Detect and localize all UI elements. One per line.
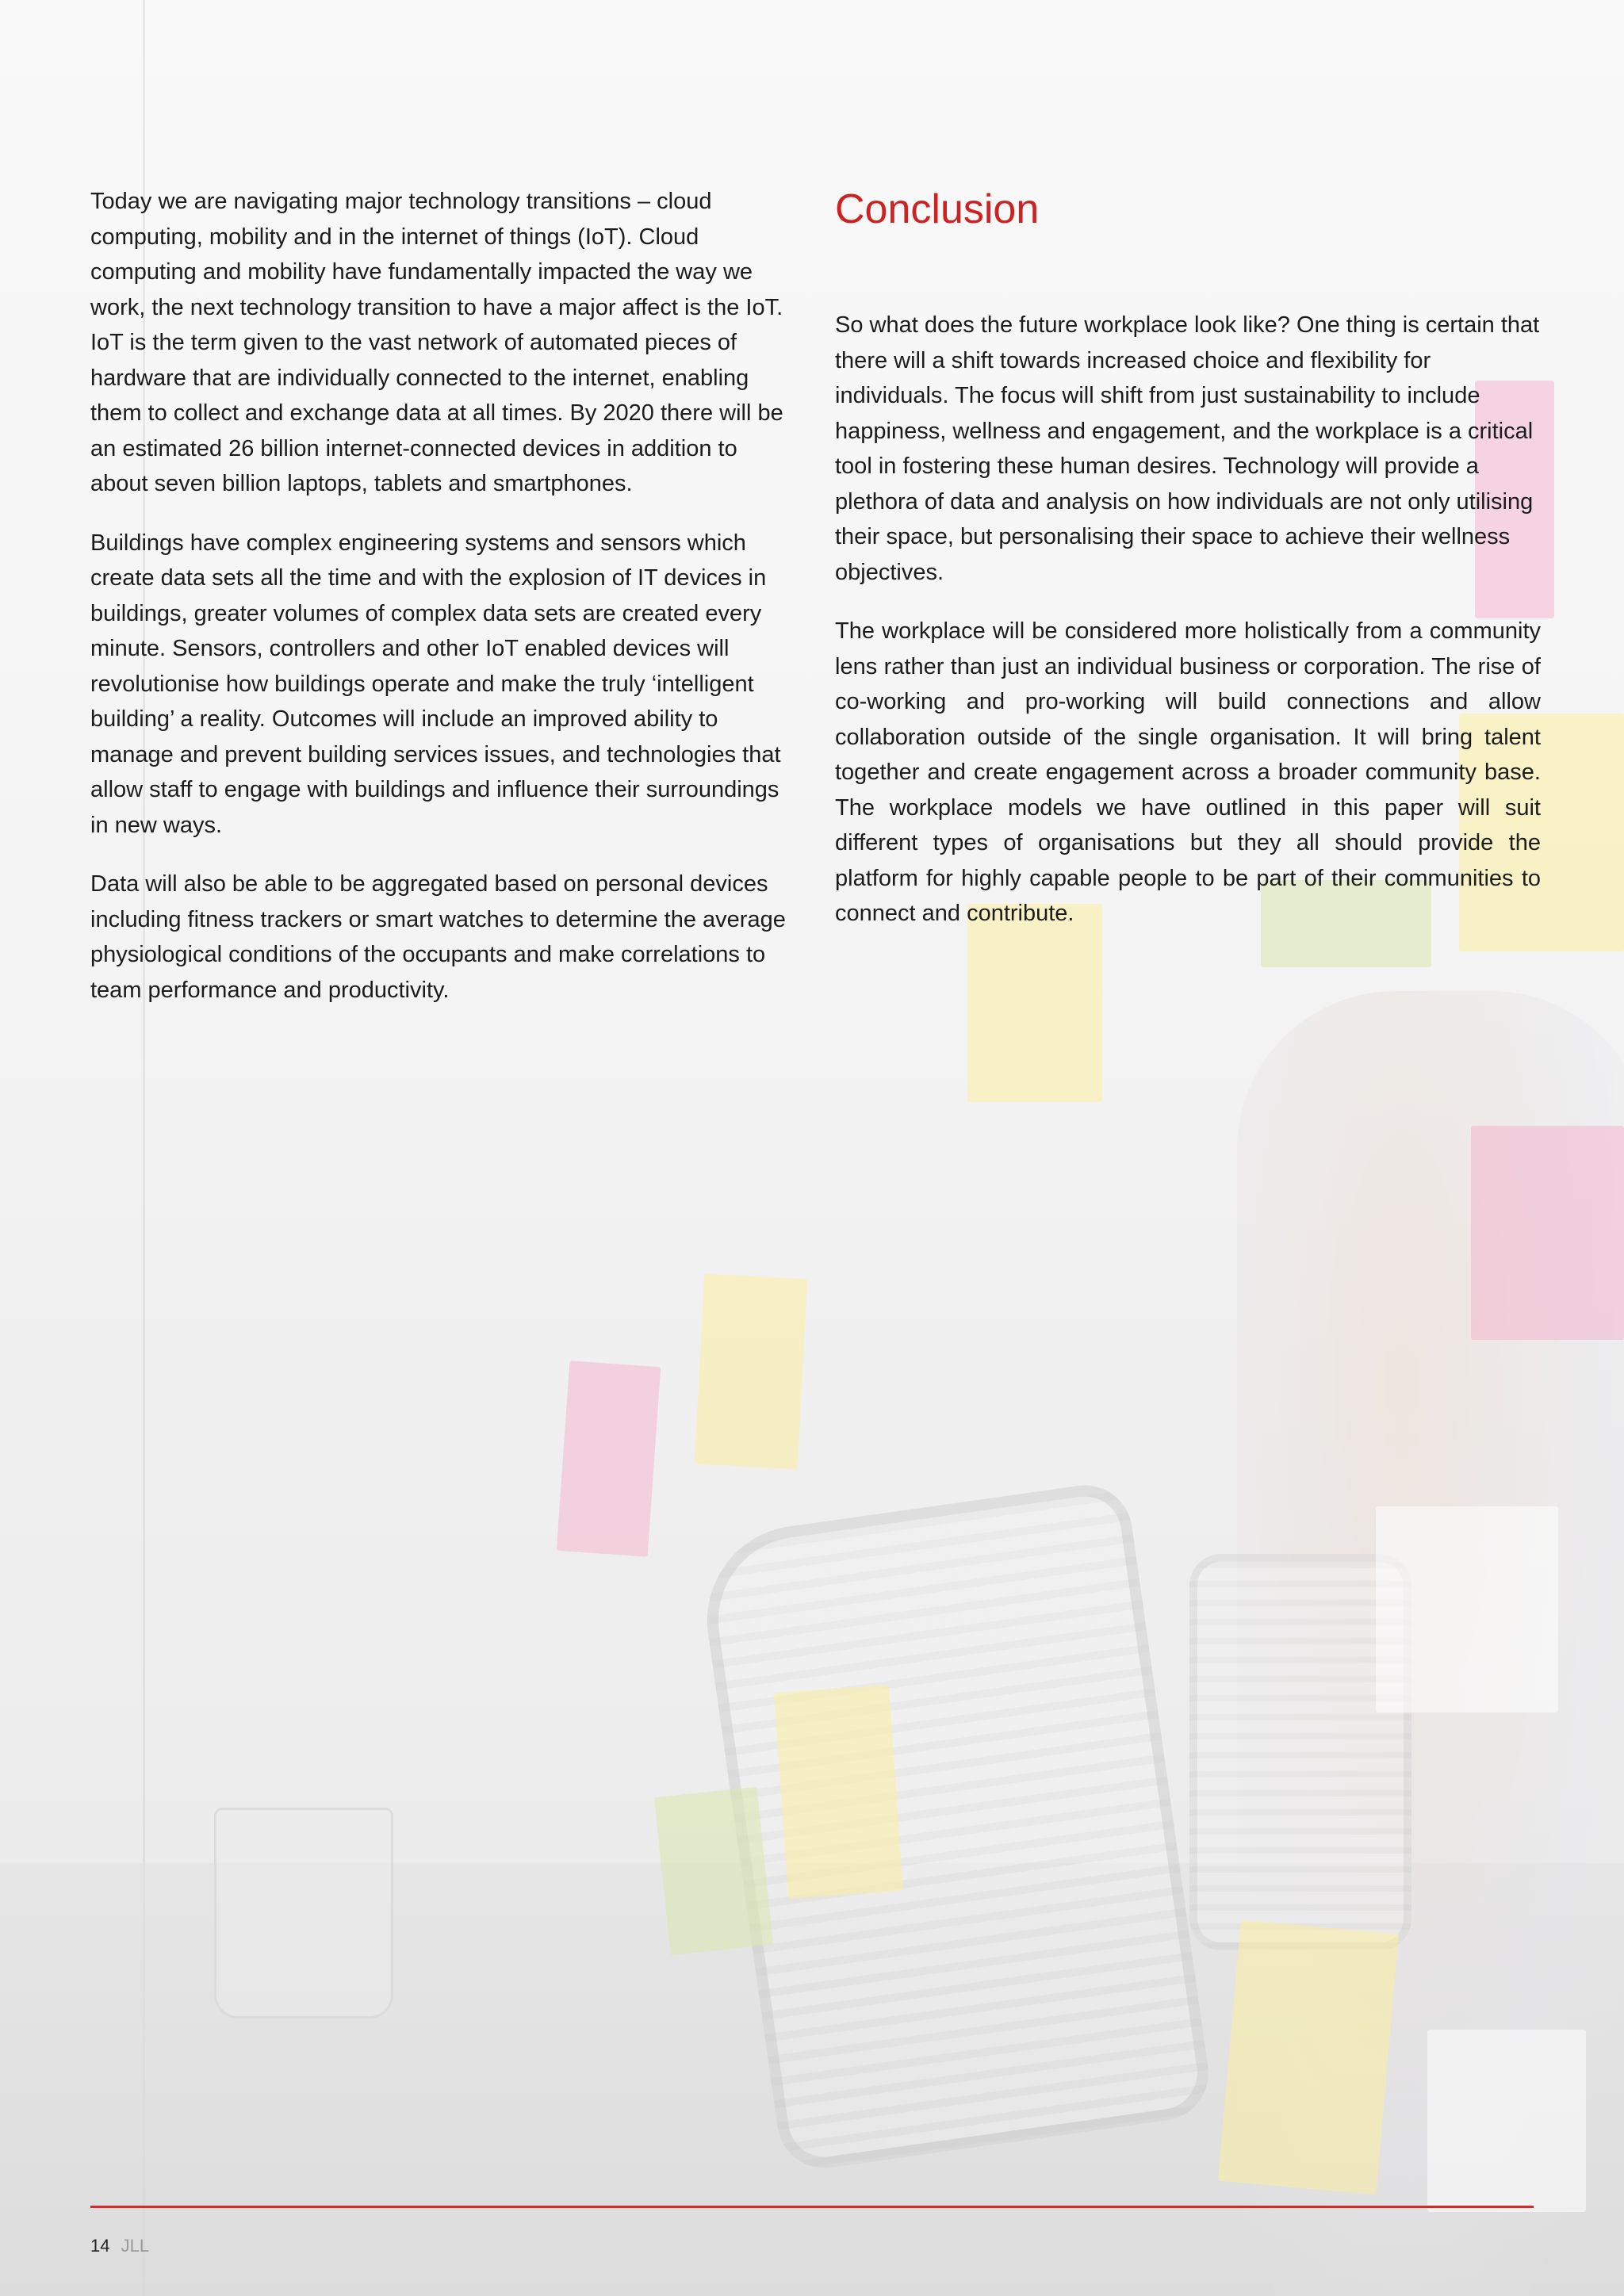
- page-footer: [90, 2236, 149, 2256]
- sticky-note: [774, 1685, 903, 1898]
- paragraph: Today we are navigating major technology transitions – cloud computing, mobility and in the internet of things (IoT). Cloud computing and mobility have fundamentally impacted the way we work, the next technology transition to have a major affect is the IoT. IoT is the term given to the vast network of automated pieces of hardware that are individually connected to the internet, enabling them to collect and exchange data at all times. By 2020 there will be an estimated 26 billion internet-connected devices in addition to about seven billion laptops, tablets and smartphones.: [90, 189, 783, 496]
- sticky-note: [557, 1360, 661, 1556]
- sticky-note: [654, 1787, 773, 1955]
- brand-name: JLL: [121, 2236, 150, 2256]
- page-number: 14: [90, 2236, 110, 2256]
- sticky-note: [1427, 2030, 1586, 2212]
- right-text-column: [835, 184, 1541, 955]
- paragraph: So what does the future workplace look like? One thing is certain that there will a shift towards increased choice and flexibility for individuals. The focus will shift from just sustainability to include happiness, wellness and engagement, and the workplace is a critical tool in fostering these human desires. Technology will provide a plethora of data and analysis on how individuals are not only utilising their space, but personalising their space to achieve their wellness objectives.: [835, 312, 1540, 585]
- sticky-note: [1471, 1126, 1624, 1340]
- footer-divider: [90, 2206, 1534, 2208]
- sticky-note: [1218, 1920, 1399, 2195]
- paragraph: Buildings have complex engineering systems and sensors which create data sets all the time and with the explosion of IT devices in buildings, greater volumes of complex data sets are created every minute. Sensors, controllers and other IoT enabled devices will revolutionise how buildings operate and make the truly ‘intelligent building’ a reality. Outcomes will include an improved ability to manage and prevent building services issues, and technologies that allow staff to engage with buildings and influence their surroundings in new ways.: [90, 530, 781, 838]
- sticky-note: [1376, 1506, 1558, 1712]
- office-chair: [695, 1479, 1214, 2174]
- paragraph: The workplace will be considered more holistically from a community lens rather than just an individual business or corporation. The rise of co-working and pro-working will build connections and allow collaboration outside of the single organisation. It will bring talent together and create engagement across a broader community base. The workplace models we have outlined in this paper will suit different types of organisations but they all should provide the platform for highly capable people to be part of their communities to connect and contribute.: [835, 618, 1541, 926]
- left-text-column: [90, 184, 796, 1031]
- paragraph: Data will also be able to be aggregated based on personal devices including fitness trackers or smart watches to determine the average physiological conditions of the occupants and make correlations to team performance and productivity.: [90, 871, 786, 1003]
- section-heading: Conclusion: [835, 186, 1040, 232]
- sticky-note: [695, 1274, 807, 1469]
- waste-bin: [214, 1808, 393, 2019]
